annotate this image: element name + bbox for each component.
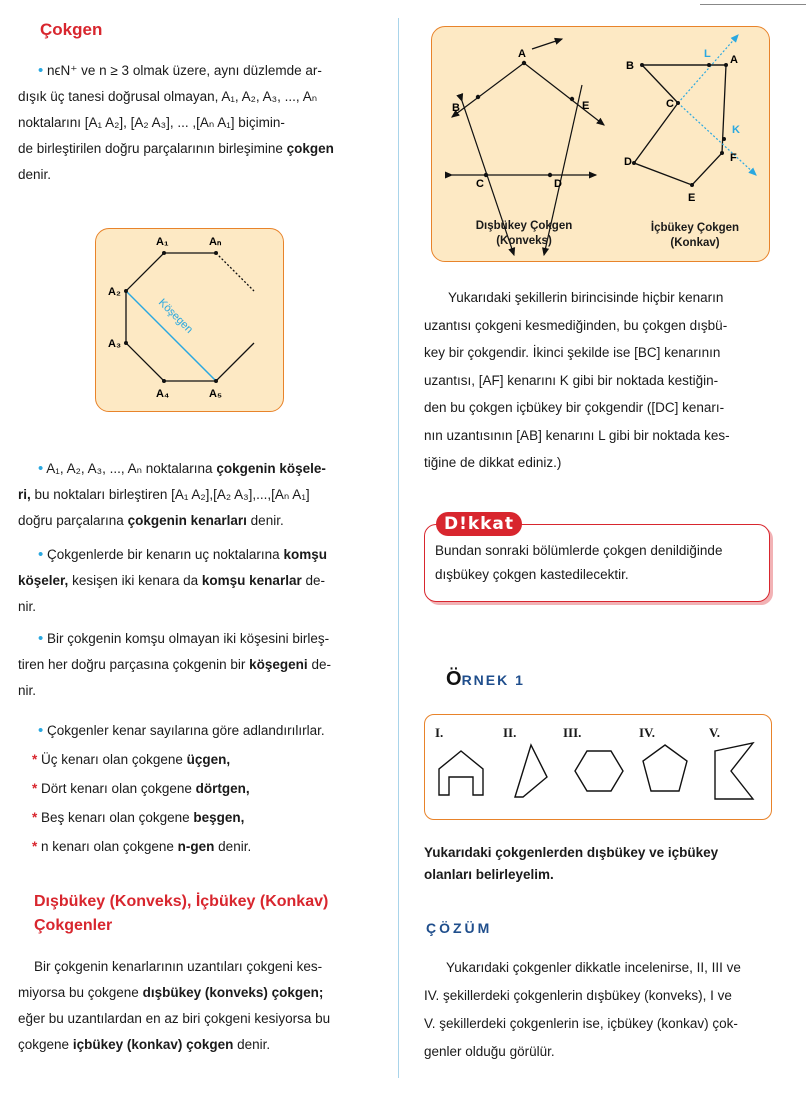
concave-label-d: D [624,156,632,168]
neighbors-paragraph: • Çokgenlerde bir kenarın uç noktalarına komşu köşeler, kesişen iki kenara da komşu kenarlar de- nir. [18,546,327,614]
asterisk-icon: * [32,752,38,767]
concave-label-e: E [688,192,696,204]
polygon-diagram [96,229,283,411]
solution-paragraph: Yukarıdaki çokgenler dikkatle incelenirse, II, III ve IV. şekillerdeki çokgenlerin dışbükey (konveks), I ve V. şekillerdeki çokgenlerin ise, içbükey (konkav) çok- genler olduğu görülür. [424,960,741,1059]
concave-label-f: F [730,152,737,164]
label-a3: A₃ [108,338,122,350]
label-a2: A₂ [108,286,121,298]
label-an: Aₙ [209,236,222,248]
convex-caption: Dışbükey Çokgen (Konveks) [475,220,573,247]
note-line-2: dışbükey çokgen kastedilecektir. [435,567,629,582]
example-shapes [425,715,771,819]
concave-label-c: C [666,98,674,110]
top-rule [700,4,806,5]
asterisk-icon: * [32,781,38,796]
note-tab: D!kkat [436,512,522,536]
naming-list: • Çokgenler kenar sayılarına göre adlandırılırlar. * Üç kenarı olan çokgene üçgen, * Dört kenarı olan çokgene dörtgen, * Beş kenarı olan çokgene beşgen, * n kenarı olan çokgene n-gen denir. [18,716,378,861]
def-line-2: dışık üç tanesi doğrusal olmayan, A₁, A₂, A₃, ..., Aₙ [18,89,318,104]
bullet-icon: • [38,62,44,79]
vertices-paragraph: • A₁, A₂, A₃, ..., Aₙ noktalarına çokgenin köşele- ri, bu noktaları birleştiren [A₁ A₂],[A₂ A₃],...,[Aₙ A₁] doğru parçalarına çokgenin kenarları denir. [18,460,326,528]
example-question: Yukarıdaki çokgenlerden dışbükey ve içbükey olanları belirleyelim. [424,845,719,882]
solution-heading: ÇÖZÜM [426,920,493,936]
bullet-icon: • [38,546,44,563]
list-item: * Üç kenarı olan çokgene üçgen, [32,752,231,767]
note-line-1: Bundan sonraki bölümlerde çokgen denildiğinde [435,543,723,558]
def-line-3: noktalarını [A₁ A₂], [A₂ A₃], ... ,[Aₙ A₁] biçimin- [18,115,285,130]
convex-label-d: D [554,178,562,190]
label-a4: A₄ [156,388,170,400]
convex-label-b: B [452,102,460,114]
example-shapes-panel [424,714,772,820]
list-item: * n kenarı olan çokgene n-gen denir. [32,839,252,854]
convex-label-e: E [582,100,590,112]
shape-label-1: I. [435,725,444,740]
diagonal-paragraph: • Bir çokgenin komşu olmayan iki köşesini birleş- tiren her doğru parçasına çokgenin bir köşegeni de- nir. [18,630,331,698]
shape-label-3: III. [563,725,582,740]
label-a1: A₁ [156,236,169,248]
column-divider [398,18,399,1078]
label-diagonal: Köşegen [155,296,196,336]
shape-label-4: IV. [639,725,656,740]
shape-label-2: II. [503,725,517,740]
label-a5: A₅ [209,388,222,400]
explanation-paragraph: Yukarıdaki şekillerin birincisinde hiçbir kenarın uzantısı çokgeni kesmediğinden, bu çokgen dışbü- key bir çokgendir. İkinci şekilde ise [BC] kenarının uzantısı, [AF] kenarını K gibi bir noktada kestiğin- den bu çokgen içbükey bir çokgendir ([DC] kenarı- nın uzantısının [AB] kenarını L gibi bir noktada kes- tiğine de dikkat ediniz.) [424,290,730,470]
convex-label-c: C [476,178,484,190]
asterisk-icon: * [32,810,38,825]
def-line-1: • nϵN⁺ ve n ≥ 3 olmak üzere, aynı düzlemde ar- [38,62,322,79]
definition-paragraph [18,58,368,188]
bullet-icon: • [38,630,44,647]
concave-label-a: A [730,54,738,66]
convex-label-a: A [518,48,526,60]
section-title: Çokgen [40,20,103,39]
asterisk-icon: * [32,839,38,854]
example-heading: ÖRNEK 1 [446,668,525,690]
concave-label-l: L [704,48,711,60]
concave-label-b: B [626,60,634,72]
example-logo-icon: Ö [446,668,462,690]
polygon-figure-panel [95,228,284,412]
def-line-4: de birleştirilen doğru parçalarının birleşimine çokgen [18,141,334,156]
concave-label-k: K [732,124,740,136]
convex-concave-figure-panel [431,26,770,262]
def-line-5: denir. [18,167,52,182]
subsection-title: Dışbükey (Konveks), İçbükey (Konkav) Çokgenler [34,893,329,934]
convex-definition-paragraph: Bir çokgenin kenarlarının uzantıları çokgeni kes- miyorsa bu çokgene dışbükey (konveks) çokgen; eğer bu uzantılardan en az biri çokgeni kesiyorsa bu çokgene içbükey (konkav) çokgen denir. [18,959,331,1052]
bullet-icon: • [38,460,44,477]
concave-caption: İçbükey Çokgen (Konkav) [650,222,740,249]
shape-label-5: V. [709,725,720,740]
list-item: * Dört kenarı olan çokgene dörtgen, [32,781,250,796]
bullet-icon: • [38,722,44,739]
list-item: * Beş kenarı olan çokgene beşgen, [32,810,245,825]
